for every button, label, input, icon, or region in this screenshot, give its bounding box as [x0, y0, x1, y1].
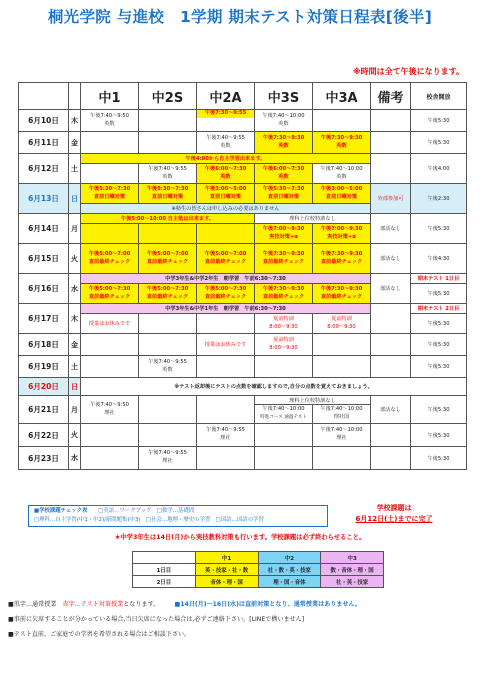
table-row: 6月13日 日 午後5:30～7:30 直前日曜対策 午後5:30～7:30 直前日曜対策 午後3:00～5:00 直前日曜対策 午後5:30～7:30 直前日曜対策 午後3:00～5:00 直前日曜対策 外部参加可 午後2:30	[19, 184, 467, 204]
header-row	[19, 83, 467, 110]
table-row: 1日目 英・技家・社・数 社・数・英・技家 数・音体・理・国	[133, 564, 384, 576]
grade3-notice: ★中学3年生は14日(月)から実技教科対策も行います。学校課題は必ず終わらせること。	[114, 534, 366, 541]
col-header-3a: 中3A	[313, 83, 371, 110]
banner-jishu: 午後4:00から自主学習出来ます。	[81, 154, 371, 164]
col-header-remark: 備考	[371, 83, 411, 110]
table-row: 2日目 音体・理・国 理・国・音体 社・英・技家	[133, 576, 384, 588]
homework-checklist: ■学校課題チェック表 □英語…ワークブック □数学…基礎問 □理科…自主学習(中1・中2)/新問題集(中3) □社会…地理・歴史の学習 □国語…国語の学習	[28, 505, 328, 527]
table-row: 午後7:40～9:55 英数 午後6:00～7:30 英数 午後6:00～7:30 英数 午後7:40～10:00 英数	[19, 164, 467, 184]
table-row: 6月20日 日 ※テスト返却後にテストの点数を確認しますので,自分の点数を覚えておきましょう。	[19, 378, 467, 396]
page-title: 桐光学院 与進校 1学期 期末テスト対策日程表[後半]	[47, 8, 433, 26]
table-row: 6月12日 土 午後4:00から自主学習出来ます。 午後4:00	[19, 154, 467, 164]
table-row: 6月21日 月 午後7:40～9:50 理社 理科上位校特訓なし 部活なし 午後5:30	[19, 396, 467, 405]
table-row: 6月18日 金 授業はお休みです 夏前特訓 8:00～9:30 午後5:30	[19, 334, 467, 356]
table-row: 6月17日 木 中学3年生&中学1年生 朝学習 午前6:30～7:30 期末テスト 2日目	[19, 304, 467, 314]
table-row: 6月11日 金 午後7:40～9:55 英数 午後7:30～9:30 英数 午後7:30～9:30 英数 午後5:30	[19, 132, 467, 154]
table-row: 6月16日 水 中学3年生&中学2年生 朝学習 午前6:30～7:30 部活なし 期末テスト 1日目	[19, 274, 467, 284]
table-row: 6月14日 月 午後5:00～10:00 自主勉は出来ます。 理科上位校特訓なし 部活なし 午後5:30	[19, 214, 467, 224]
exam-subject-table	[132, 551, 384, 588]
col-header-1: 中1	[81, 83, 139, 110]
table-row: 中1 中2 中3	[133, 552, 384, 564]
table-row: 6月15日 火 午後5:00～7:00 直前最終チェック 午後5:00～7:00 直前最終チェック 午後5:00～7:00 直前最終チェック 午後7:30～9:30 直前最終チェック 午後7:30～9:30 直前最終チェック 部活なし 午後4:30	[19, 244, 467, 274]
footer-line-1: ■黒字…通常授業 赤字…テスト対策授業となります。 ■14日(月)～16日(水)は直前対策となり、通常授業はありません。	[8, 601, 362, 608]
table-row: 午後5:00～7:30 直前最終チェック 午後5:00～7:30 直前最終チェック 午後5:00～7:30 直前最終チェック 午後7:30～9:30 直前最終チェック 午後7:30～9:30 直前最終チェック 午後5:30	[19, 284, 467, 304]
footer-line-3: ■テスト直前、ご家庭での学習を希望される場合はご相談下さい。	[8, 631, 191, 638]
table-row: 午後7:00～9:30 実技対策+α 午後7:00～9:30 実技対策+α	[19, 224, 467, 244]
table-row: 授業はお休みです 夏前特訓 8:00～9:30 夏前特訓 8:00～9:30 午後5:30	[19, 314, 467, 334]
homework-deadline: 学校課題は 6月12日(土)までに完了	[355, 504, 433, 523]
col-header-2s: 中2S	[139, 83, 197, 110]
time-note: ※時間は全て午後になります。	[352, 67, 464, 76]
table-row: 6月23日 水 午後7:40～9:55 理社 午後5:30	[19, 447, 467, 470]
schedule-table	[18, 82, 467, 470]
col-header-2a: 中2A	[197, 83, 255, 110]
table-row: 6月22日 火 午後7:40～9:55 理社 午後7:40～10:00 理社 午後5:30	[19, 424, 467, 447]
table-row: ※塾生の皆さんは申し込みの必要はありません	[19, 204, 467, 214]
table-row: 午後7:40～10:00 特進コース 通過テスト 午後7:40～10:00 理社国	[19, 405, 467, 424]
footer-line-2: ■事前に欠席することが分かっている場合,当日欠席になった場合は,必ずご連絡下さい。[LINEで構いません]	[8, 616, 305, 623]
table-row: 6月10日 木 午後7:40～9:50 英数 午後7:30～9:55 午後7:40～10:00 英数 午後5:30	[19, 110, 467, 132]
table-row: 6月19日 土 午後7:40～9:55 英数 午後5:30	[19, 356, 467, 378]
col-header-3s: 中3S	[255, 83, 313, 110]
col-header-open: 校舎開放	[411, 83, 467, 110]
